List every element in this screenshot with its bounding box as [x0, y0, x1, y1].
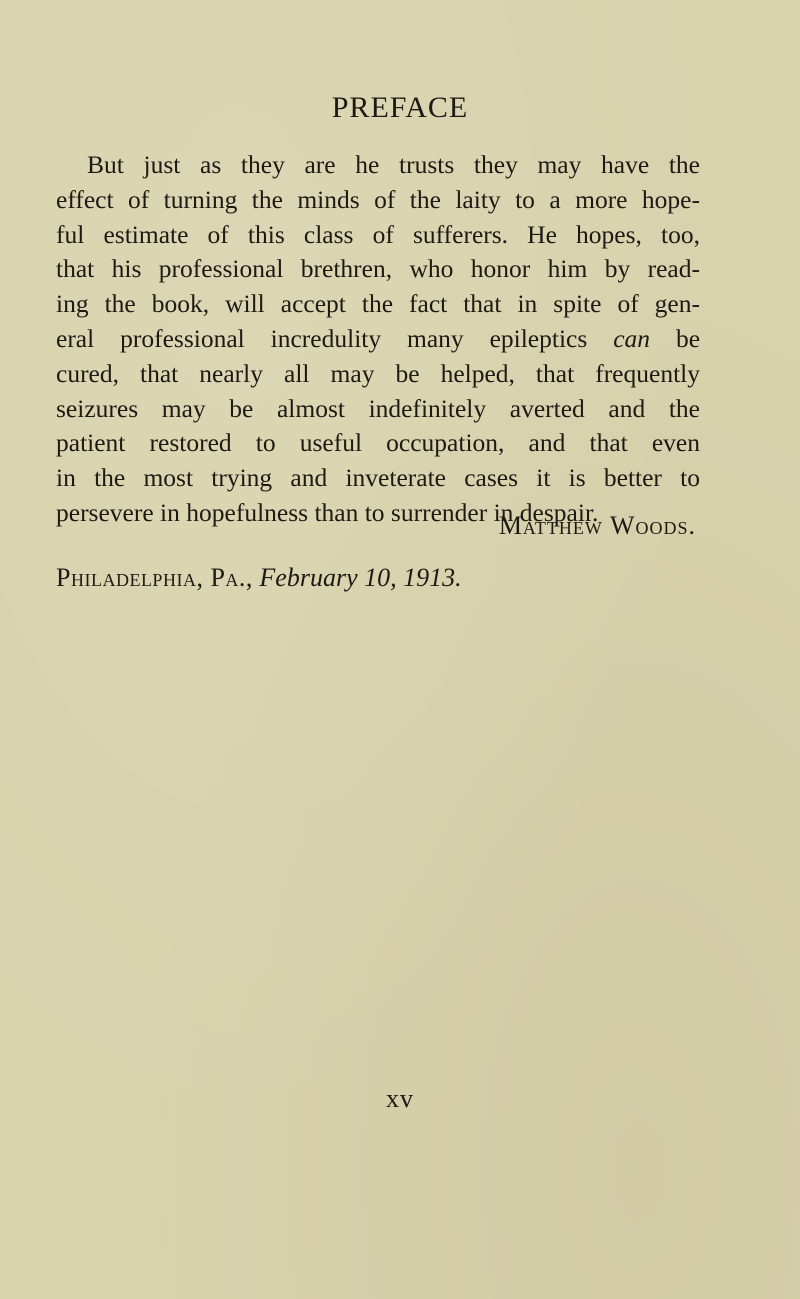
paragraph-line: patient restored to useful occupation, and that even [56, 428, 700, 458]
emphasized-word: can [613, 323, 651, 353]
paragraph-line-part: eral professional incredulity many epileptics [56, 323, 588, 353]
paragraph-line: effect of turning the minds of the laity to a more hope- [56, 184, 700, 214]
paragraph-line-with-emphasis [56, 322, 700, 357]
paragraph-line-part: be [675, 323, 701, 353]
paragraph-line: that his professional brethren, who honor him by read- [56, 254, 700, 284]
dateline [56, 561, 462, 595]
paragraph-line: cured, that nearly all may be helped, that frequently [56, 358, 700, 388]
paragraph-line: in the most trying and inveterate cases it is better to [56, 463, 700, 493]
paragraph-line: But just as they are he trusts they may have the [87, 150, 700, 179]
author-signature: Matthew Woods. [498, 511, 696, 540]
paragraph-line: ing the book, will accept the fact that in spite of gen- [56, 289, 700, 319]
paragraph-line: ful estimate of this class of sufferers. He hopes, too, [56, 219, 700, 249]
paragraph-line: seizures may be almost indefinitely averted and the [56, 393, 700, 423]
dateline-place: Philadelphia, Pa., [56, 563, 253, 592]
running-head: PREFACE [331, 91, 469, 124]
page-number: xv [386, 1084, 414, 1113]
paragraph-line: persevere in hopefulness than to surrender in despair. [56, 497, 599, 527]
preface-paragraph [56, 148, 700, 531]
dateline-date: February 10, 1913. [259, 563, 462, 592]
